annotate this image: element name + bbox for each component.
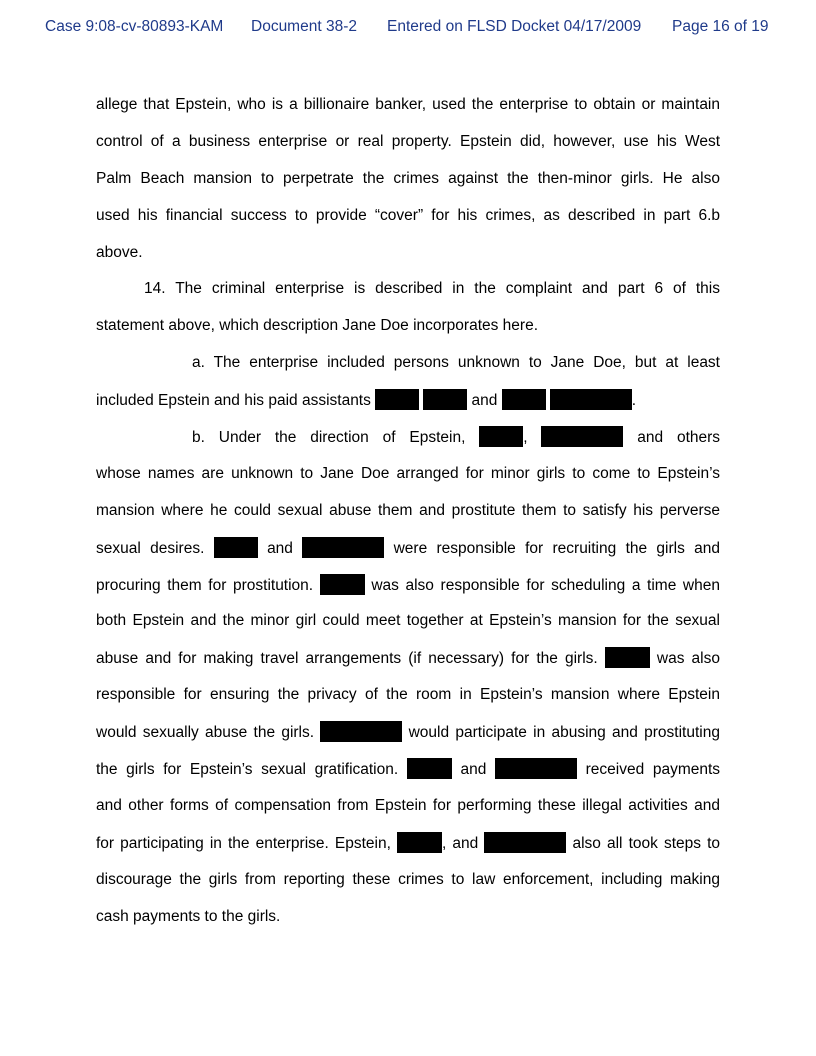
redaction-box	[397, 832, 442, 853]
redaction-box	[495, 758, 577, 779]
text-line: and other forms of compensation from Epstein for performing these illegal activities and	[96, 796, 720, 814]
text-line: mansion where he could sexual abuse them and prostitute them to satisfy his perverse	[96, 501, 720, 519]
redaction-box	[214, 537, 258, 558]
text-segment: procuring them for prostitution.	[96, 576, 314, 594]
redaction-box	[407, 758, 452, 779]
text-line	[96, 537, 720, 574]
text-segment: was also	[656, 650, 720, 668]
text-segment: .	[631, 392, 636, 410]
redaction-box	[502, 389, 546, 410]
docket-header	[0, 18, 816, 38]
text-segment: sexual desires.	[96, 539, 205, 557]
document-body	[96, 94, 720, 942]
text-segment: The enterprise included persons unknown to Jane Doe, but at least	[213, 354, 720, 372]
docket-entry-date: Entered on FLSD Docket 04/17/2009	[387, 18, 642, 35]
text-segment: Under the direction of Epstein,	[218, 429, 466, 447]
redaction-box	[320, 574, 365, 595]
redaction-box	[375, 389, 419, 410]
text-segment: also all took steps to	[572, 834, 721, 852]
paragraph-number: 14.	[144, 280, 166, 298]
text-segment: abuse and for making travel arrangements (if necessary) for the girls.	[96, 650, 598, 668]
case-number: Case 9:08-cv-80893-KAM	[45, 18, 224, 35]
text-line	[96, 389, 720, 426]
text-segment: received payments	[585, 761, 721, 779]
redaction-box	[550, 389, 632, 410]
text-line	[96, 647, 720, 684]
text-segment: would sexually abuse the girls.	[96, 724, 315, 742]
page-number: Page 16 of 19	[672, 18, 769, 35]
text-line	[96, 758, 720, 795]
text-line: statement above, which description Jane Doe incorporates here.	[96, 317, 538, 335]
text-segment: was also responsible for scheduling a time when	[371, 576, 720, 594]
text-segment: would participate in abusing and prostituting	[408, 724, 720, 742]
text-line: cash payments to the girls.	[96, 907, 281, 925]
text-segment: and	[471, 392, 498, 410]
document-number: Document 38-2	[251, 18, 357, 35]
redaction-box	[320, 721, 402, 742]
redaction-box	[484, 832, 566, 853]
text-segment: were responsible for recruiting the girls and	[393, 539, 721, 557]
subparagraph-b-first-line	[96, 426, 720, 463]
text-segment: included Epstein and his paid assistants	[96, 392, 371, 410]
redaction-box	[479, 426, 523, 447]
text-line: discourage the girls from reporting these crimes to law enforcement, including making	[96, 870, 720, 888]
text-line: control of a business enterprise or real property. Epstein did, however, use his West	[96, 132, 720, 150]
text-segment: the girls for Epstein’s sexual gratification.	[96, 761, 399, 779]
text-line: whose names are unknown to Jane Doe arranged for minor girls to come to Epstein’s	[96, 464, 720, 482]
text-segment: ,	[523, 429, 528, 447]
text-line	[96, 721, 720, 758]
text-line	[96, 832, 720, 869]
text-line	[96, 574, 720, 611]
text-line: above.	[96, 243, 143, 261]
text-line: both Epstein and the minor girl could meet together at Epstein’s mansion for the sexual	[96, 612, 720, 630]
text-segment: and	[267, 539, 293, 557]
subparagraph-label: a.	[192, 354, 205, 372]
text-segment: and	[460, 761, 487, 779]
text-segment: The criminal enterprise is described in the complaint and part 6 of this	[175, 280, 720, 298]
redaction-box	[302, 537, 384, 558]
text-line: allege that Epstein, who is a billionaire banker, used the enterprise to obtain or maintain	[96, 96, 720, 113]
redaction-box	[541, 426, 623, 447]
subparagraph-label: b.	[192, 429, 205, 447]
text-segment: and others	[637, 429, 721, 447]
text-line: used his financial success to provide “cover” for his crimes, as described in part 6.b	[96, 206, 720, 224]
text-segment: for participating in the enterprise. Epstein,	[96, 834, 391, 852]
text-segment: , and	[442, 834, 479, 852]
subparagraph-a-first-line	[96, 352, 720, 389]
text-line: Palm Beach mansion to perpetrate the crimes against the then-minor girls. He also	[96, 169, 720, 187]
redaction-box	[605, 647, 650, 668]
paragraph-14-first-line	[96, 278, 720, 315]
text-line: responsible for ensuring the privacy of the room in Epstein’s mansion where Epstein	[96, 686, 720, 704]
redaction-box	[423, 389, 467, 410]
